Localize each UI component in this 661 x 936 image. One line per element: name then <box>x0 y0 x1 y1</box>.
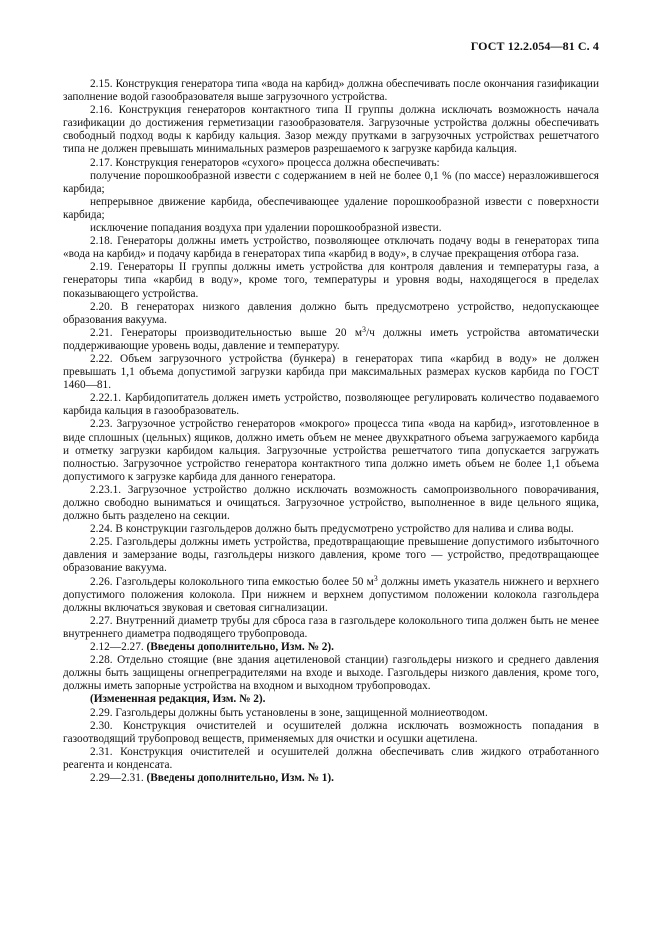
paragraph-2-23-1: 2.23.1. Загрузочное устройство должно исключать возможность самопроизвольного поворачивания, должно свободно выниматься и очищаться. Загрузочное устройство, выполненное в виде цельного ящика, должно быть разделено на секции. <box>63 483 599 523</box>
paragraph-2-19: 2.19. Генераторы II группы должны иметь устройства для контроля давления и температуры газа, а генераторы типа «карбид в воду», кроме того, температуры и уровня воды, находящегося в пределах показывающего устройства. <box>63 261 599 300</box>
paragraph-2-26: 2.26. Газгольдеры колокольного типа емкостью более 50 $м^3$ должны иметь указатель нижнего и верхнего допустимого положения колокола. При нижнем и верхнем допустимом положении колокола газгольдера должны включаться звуковая и световая сигнализации. <box>63 573 599 614</box>
paragraph-2-27: 2.27. Внутренний диаметр трубы для сброса газа в газгольдере колокольного типа должен быть не менее внутреннего диаметра подводящего трубопровода. <box>63 614 599 640</box>
paragraph-2-22: 2.22. Объем загрузочного устройства (бункера) в генераторах типа «карбид в воду» не должен превышать 1,1 объема допустимой загрузки карбида при максимальных размерах кусков карбида по ГОСТ 1460—81. <box>63 352 599 392</box>
list-item: исключение попадания воздуха при удалении порошкообразной извести. <box>90 222 442 235</box>
amendment-note: (Измененная редакция, Изм. № 2). <box>90 693 266 706</box>
paragraph-2-23: 2.23. Загрузочное устройство генераторов «мокрого» процесса типа «вода на карбид», изготовленное в виде сплошных (цельных) ящиков, должно иметь объем не менее двухкратного объема загружаемого карбида и отметку загрузки карбидом кальция. Загрузочные устройства решетчатого типа допускается загружать полностью. Загрузочное устройство генератора контактного типа должно иметь объем не более 1,1 объема допустимого к загрузке карбида для данного генератора. <box>63 418 599 483</box>
page-header: ГОСТ 12.2.054—81 С. 4 <box>470 39 599 53</box>
paragraph-2-22-1: 2.22.1. Карбидопитатель должен иметь устройство, позволяющее регулировать количество подаваемого карбида кальция в газообразователь. <box>63 392 599 418</box>
paragraph-2-25: 2.25. Газгольдеры должны иметь устройства, предотвращающие превышение допустимого избыточного давления и замерзание воды, газгольдеры низкого давления, кроме того — устройство, предотвращающее образование вакуума. <box>63 536 599 575</box>
paragraph-2-21: 2.21. Генераторы производительностью выше 20 $м^3/ч$ должны иметь устройства автоматически поддерживающие уровень воды, давление и температуру. <box>63 324 599 352</box>
amendment-note: 2.12—2.27. (Введены дополнительно, Изм. № 2). <box>90 641 334 654</box>
list-item: непрерывное движение карбида, обеспечивающее удаление порошкообразной извести с поверхности карбида; <box>63 195 599 221</box>
paragraph-2-31: 2.31. Конструкция очистителей и осушителей должна обеспечивать слив жидкого отработанного реагента и конденсата. <box>63 745 599 771</box>
paragraph-2-24: 2.24. В конструкции газгольдеров должно быть предусмотрено устройство для налива и слива воды. <box>90 523 574 536</box>
paragraph-2-20: 2.20. В генераторах низкого давления должно быть предусмотрено устройство, недопускающее образования вакуума. <box>63 300 599 326</box>
paragraph-2-30: 2.30. Конструкция очистителей и осушителей должна исключать возможность попадания в газоотводящий трубопровод веществ, применяемых для очистки и осушки ацетилена. <box>63 719 599 745</box>
list-item: получение порошкообразной извести с содержанием в ней не более 0,1 % (по массе) неразложившегося карбида; <box>63 169 599 195</box>
paragraph-2-29: 2.29. Газгольдеры должны быть установлены в зоне, защищенной молниеотводом. <box>90 706 488 719</box>
paragraph-2-18: 2.18. Генераторы должны иметь устройство, позволяющее отключать подачу воды в генераторах типа «вода на карбид» и подачу карбида в генераторах типа «карбид в воду», в случае прекращения отбора газа. <box>63 235 599 261</box>
paragraph-2-15: 2.15. Конструкция генератора типа «вода на карбид» должна обеспечивать после окончания газификации заполнение водой газообразователя выше загрузочного устройства. <box>63 78 599 104</box>
amendment-note: 2.29—2.31. (Введены дополнительно, Изм. № 1). <box>90 771 334 784</box>
paragraph-2-17: 2.17. Конструкция генераторов «сухого» процесса должна обеспечивать: <box>90 156 440 169</box>
paragraph-2-16: 2.16. Конструкция генераторов контактного типа II группы должна исключать возможность начала газификации до достижения герметизации газообразователя. Загрузочные устройства должны обеспечивать свободный подход воды к карбиду кальция. Зазор между прутками в загрузочных устройствах решетчатого типа не должен превышать минимальных размеров разрешаемого к загрузке карбида кальция. <box>63 104 599 156</box>
paragraph-2-28: 2.28. Отдельно стоящие (вне здания ацетиленовой станции) газгольдеры низкого и среднего давления должны быть защищены огнепреградителями на входе и выходе. Газгольдеры низкого давления, кроме того, должны иметь запорные устройства на входном и выходном трубопроводах. <box>63 654 599 693</box>
document-body <box>63 78 599 785</box>
